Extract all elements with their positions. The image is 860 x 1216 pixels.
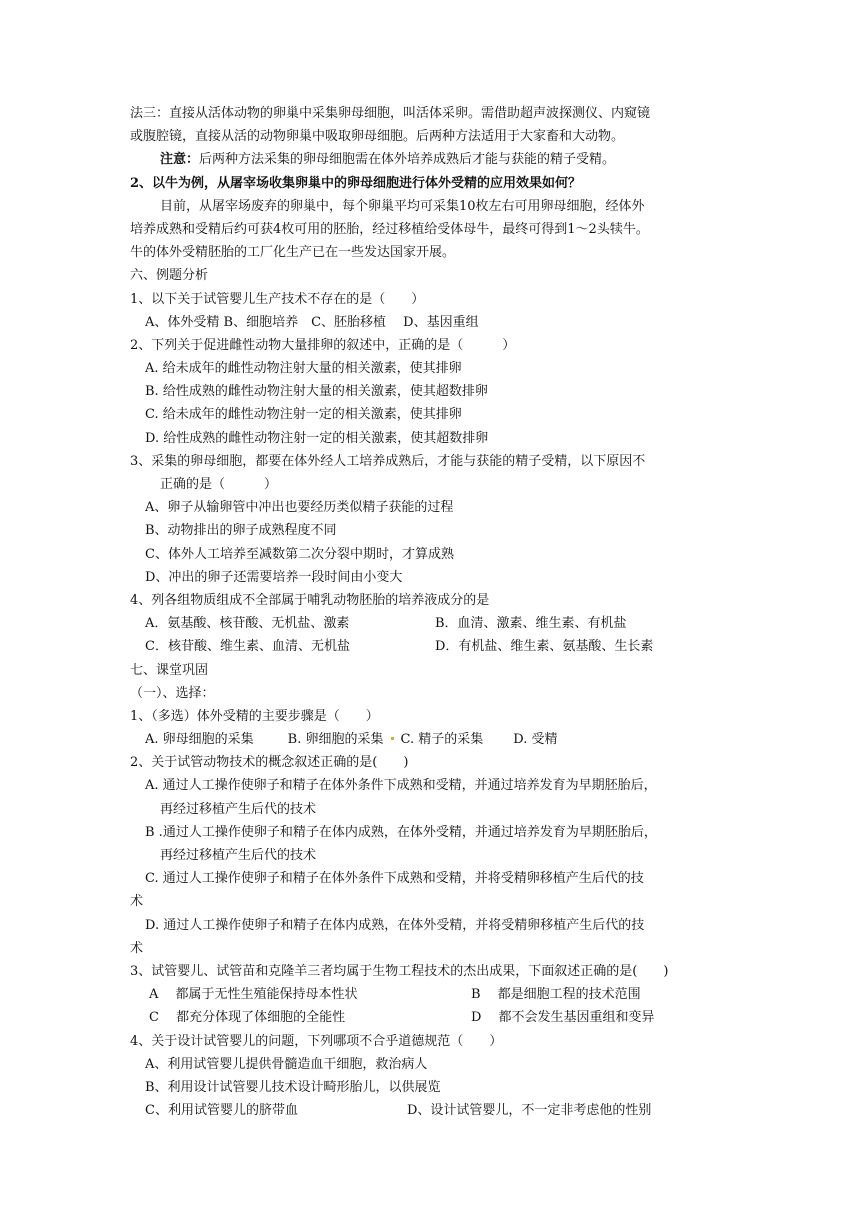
consolidate2-option-b-cont: 再经过移植产生后代的技术	[160, 848, 317, 863]
example4-option-c: C．核苷酸、维生素、血清、无机盐	[145, 639, 350, 655]
consolidate2-option-d: D. 通过人工操作使卵子和精子在体内成熟，在体外受精，并将受精卵移植产生后代的技	[145, 917, 645, 933]
example4-question: 4、列各组物质组成不全部属于哺乳动物胚胎的培养液成分的是	[130, 592, 490, 608]
note-text: 后两种方法采集的卵母细胞需在体外培养成熟后才能与获能的精子受精。	[199, 152, 616, 168]
consolidate3-option-a: A 都属于无性生殖能保持母本性状	[149, 987, 358, 1003]
consolidate2-option-c-cont: 术	[130, 894, 144, 910]
consolidate3-question: 3、试管婴儿、试管苗和克隆羊三者均属于生物工程技术的杰出成果，下面叙述正确的是( )	[130, 963, 669, 979]
example3-option-c: C、体外人工培养至减数第二次分裂中期时，才算成熟	[145, 546, 454, 562]
consolidate4-option-a: A、利用试管婴儿提供骨髓造血干细胞，救治病人	[145, 1056, 428, 1072]
example3-option-b: B、动物排出的卵子成熟程度不同	[145, 523, 337, 539]
section-heading-7: 七、课堂巩固	[130, 662, 209, 678]
example3-question-cont: 正确的是（ ）	[160, 477, 278, 492]
example3-option-d: D、冲出的卵子还需要培养一段时间由小变大	[145, 569, 403, 585]
question2-answer-line1: 目前，从屠宰场废弃的卵巢中，每个卵巢平均可采集10枚左右可用卵母细胞，经体外	[160, 198, 645, 214]
method3-line2: 或腹腔镜，直接从活的动物卵巢中吸取卵母细胞。后两种方法适用于大家畜和大动物。	[130, 129, 625, 145]
consolidate1-option-d: D. 受精	[513, 732, 558, 748]
note-line	[130, 148, 742, 171]
consolidate4-option-d: D、设计试管婴儿，不一定非考虑他的性别	[407, 1103, 652, 1119]
consolidate2-question: 2、关于试管动物技术的概念叙述正确的是( )	[130, 755, 409, 771]
example4-option-a: A．氨基酸、核苷酸、无机盐、激素	[145, 616, 350, 632]
consolidate3-option-d: D 都不会发生基因重组和变异	[471, 1010, 655, 1026]
example3-question: 3、采集的卵母细胞，都要在体外经人工培养成熟后，才能与获能的精子受精，以下原因不	[130, 453, 646, 469]
question2-title: 2、以牛为例，从屠宰场收集卵巢中的卵母细胞进行体外受精的应用效果如何？	[130, 175, 582, 191]
example2-option-d: D. 给性成熟的雌性动物注射一定的相关激素，使其超数排卵	[145, 430, 489, 446]
note-label: 注意：	[160, 152, 200, 168]
subsection-choice: （一）、选择：	[130, 685, 215, 701]
consolidate4-option-c: C、利用试管婴儿的脐带血	[145, 1103, 298, 1119]
consolidate3-options-row1	[130, 983, 742, 1006]
consolidate4-options-row	[130, 1099, 742, 1122]
consolidate2-option-c: C. 通过人工操作使卵子和精子在体外条件下成熟和受精，并将受精卵移植产生后代的技	[145, 871, 644, 887]
consolidate2-option-d-cont: 术	[130, 940, 144, 956]
question2-answer-line2: 培养成熟和受精后约可获4枚可用的胚胎，经过移植给受体母牛，最终可得到1～2头犊牛。	[130, 221, 649, 237]
section-heading-6: 六、例题分析	[130, 268, 209, 284]
document-page	[130, 102, 742, 1122]
consolidate4-option-b: B、利用设计试管婴儿技术设计畸形胎儿，以供展览	[145, 1079, 441, 1095]
question2-answer-line3: 牛的体外受精胚胎的工厂化生产已在一些发达国家开展。	[130, 245, 456, 261]
consolidate1-question: 1、（多选）体外受精的主要步骤是（ ）	[130, 708, 379, 724]
example4-option-b: B．血清、激素、维生素、有机盐	[435, 616, 627, 632]
example1-options: A、体外受精 B、细胞培养 C、胚胎移植 D、基因重组	[145, 314, 479, 330]
example1-question: 1、以下关于试管婴儿生产技术不存在的是（ ）	[130, 291, 425, 307]
example3-option-a: A、卵子从输卵管中冲出也要经历类似精子获能的过程	[145, 500, 454, 516]
consolidate2-option-a-cont: 再经过移植产生后代的技术	[160, 801, 317, 817]
example4-option-d: D．有机盐、维生素、氨基酸、生长素	[435, 639, 654, 655]
consolidate3-option-b: B 都是细胞工程的技术范围	[471, 987, 641, 1003]
method3-line1: 法三：直接从活体动物的卵巢中采集卵母细胞，叫活体采卵。需借助超声波探测仪、内窥镜	[130, 106, 651, 121]
consolidate1-option-a: A. 卵母细胞的采集	[145, 732, 254, 748]
example2-option-c: C. 给未成年的雌性动物注射一定的相关激素，使其排卵	[145, 407, 462, 423]
consolidate2-option-a: A. 通过人工操作使卵子和精子在体外条件下成熟和受精，并通过培养发育为早期胚胎后，	[145, 778, 657, 794]
example4-options-row2	[130, 635, 742, 658]
example2-option-b: B. 给性成熟的雌性动物注射大量的相关激素，使其超数排卵	[145, 384, 488, 400]
consolidate4-question: 4、关于设计试管婴儿的问题，下列哪项不合乎道德规范（ ）	[130, 1033, 503, 1049]
example2-option-a: A. 给未成年的雌性动物注射大量的相关激素，使其排卵	[145, 361, 462, 377]
consolidate1-option-b: B. 卵细胞的采集	[287, 732, 384, 748]
example2-question: 2、下列关于促进雌性动物大量排卵的叙述中，正确的是（ ）	[130, 337, 516, 353]
consolidate3-option-c: C 都充分体现了体细胞的全能性	[149, 1010, 346, 1026]
stray-mark-icon	[391, 737, 394, 740]
consolidate1-options	[130, 728, 742, 751]
consolidate2-option-b: B .通过人工操作使卵子和精子在体内成熟，在体外受精，并通过培养发育为早期胚胎后，	[145, 824, 657, 840]
consolidate1-option-c: C. 精子的采集	[400, 732, 484, 748]
example4-options-row1	[130, 612, 742, 635]
consolidate3-options-row2	[130, 1006, 742, 1029]
